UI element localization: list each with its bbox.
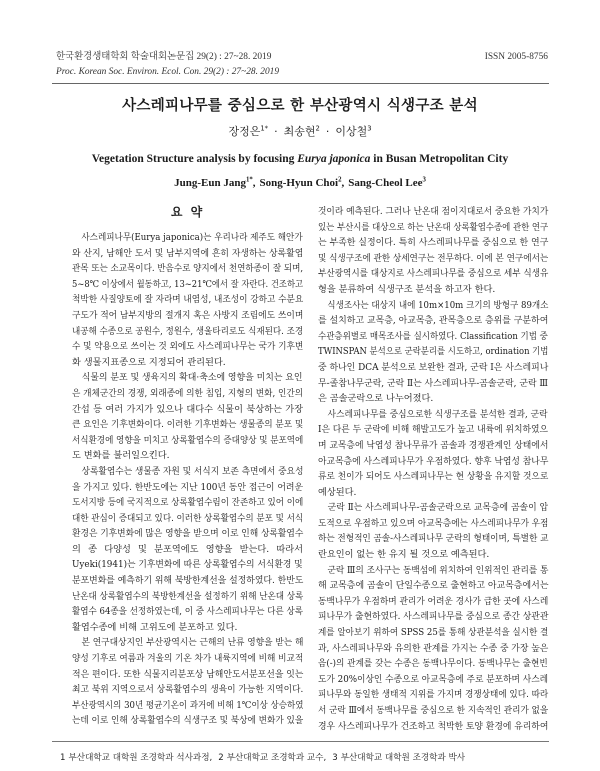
abstract-text-line: 무-졸참나무군락, 군락 Ⅱ는 사스레피나무-곰솔군락, 군락 Ⅲ — [318, 377, 549, 389]
footnote-number: 3 — [332, 753, 338, 763]
abstract-text-line: 것이라 예측된다. 그러나 난온대 점이지대로서 중요한 가치가 — [318, 206, 549, 217]
footnote-number: 2 — [218, 753, 224, 763]
footnote-affiliations — [60, 751, 471, 765]
abstract-text-line: 5~8℃ 이상에서 월동하고, 13~21℃에서 잘 자란다. 건조하고 — [72, 278, 304, 290]
abstract-text-line: 식생조사는 대상지 내에 10m×10m 크기의 방형구 89개소 — [327, 299, 549, 311]
abstract-text-line: 는데 이로 인해 상록활엽수의 식생구조 및 북상에 변화가 있을 — [72, 715, 304, 727]
abstract-text-line: 의 종 다양성 및 분포역에도 영향을 받는다. 따라서 — [72, 543, 303, 555]
abstract-text-line: 도서지방 등에 국지적으로 상록활엽수림이 잔존하고 있어 이에 — [72, 497, 304, 509]
abstract-text-line: 척박한 사질양토에 잘 자라며 내염성, 내조성이 강하고 수분요 — [72, 294, 304, 306]
abstract-text-line: 피나무가 출현하였다. 사스레피나무를 중심으로 종간 상관관 — [318, 611, 549, 623]
footnote-text: 부산대학교 대학원 조경학과 석사과정, — [68, 753, 213, 763]
author-name: 최송현 — [283, 125, 316, 138]
abstract-text-line: 있는 부산시를 대상으로 하는 난온대 상록활엽수종에 관한 연구 — [318, 221, 549, 233]
abstract-text-line: 구도가 적어 남부지방의 절개지 혹은 사방지 조림에도 쓰이며 — [72, 309, 304, 321]
affiliation-mark: 1* — [245, 176, 253, 184]
abstract-text-line: 음(-)의 관계를 갖는 수종은 동백나무이다. 동백나무는 출현빈 — [318, 658, 548, 670]
abstract-text-line: 식물의 분포 및 생육지의 확대·축소에 영향을 미치는 요인 — [81, 372, 303, 384]
abstract-text-line: 사스레피나무를 중심으로한 식생구조를 분석한 결과, 군락 — [327, 408, 548, 420]
abstract-text-line: 서 군락 Ⅲ에서 동백나무를 중심으로 한 지속적인 관리가 없을 — [318, 705, 549, 716]
abstract-text-line: 군락 Ⅲ의 조사구는 동백섬에 위치하여 인위적인 관리를 통 — [327, 564, 549, 576]
affiliation-mark: 3 — [422, 176, 426, 184]
abstract-text-line: 하는 전형적인 곰솔-사스레피나무 군락의 형태이며, 특별한 교 — [318, 533, 549, 545]
english-title-text: Vegetation Structure analysis by focusing — [91, 153, 298, 165]
abstract-text-line: 사스레피나무(Eurya japonica)는 우리나라 제주도 해안가 — [81, 232, 303, 243]
abstract-heading: 요 약 — [170, 205, 205, 219]
author-name: 장정은 — [228, 125, 261, 138]
korean-author-list — [0, 124, 600, 140]
abstract-text-line: 난온대 상록활엽수의 북방한계선을 설정하기 위해 난온대 상록 — [72, 590, 304, 602]
abstract-text-line: 동백나무가 우점하며 관리가 어려운 경사가 급한 곳에 사스레 — [318, 595, 549, 607]
abstract-text-line: 며 교목층에 낙엽성 참나무류가 곰솔과 경쟁관계인 상태에서 — [318, 439, 549, 451]
abstract-text-line: 중 하나인 DCA 분석으로 보완한 결과, 군락 Ⅰ은 사스레피나 — [318, 361, 549, 373]
korean-title: 사스레피나무를 중심으로 한 부산광역시 식생구조 분석 — [122, 98, 478, 114]
abstract-text-line: 활엽수 64종을 선정하였는데, 이 중 사스레피나무는 다른 상록 — [72, 606, 304, 618]
abstract-column-left — [72, 204, 303, 729]
abstract-text-line: 수 및 약용으로 쓰이는 것 외에도 사스레피나무는 국가 기후변 — [72, 341, 304, 353]
abstract-text-line: 활엽수종에 비해 고위도에 분포하고 있다. — [72, 621, 238, 633]
footnote-item — [218, 753, 326, 763]
header-divider — [52, 83, 549, 84]
abstract-text-line: 경우 사스레피나무가 건조하고 척박한 토양 환경에 유리하여 — [318, 720, 549, 732]
author-separator: , — [252, 177, 256, 189]
abstract-text-line: 부산광역시의 30년 평균기온이 과거에 비해 1℃이상 상승하였 — [72, 699, 304, 711]
abstract-text-line: 분포변화를 예측하기 위해 북방한계선을 설정하였다. 한반도 — [72, 575, 304, 587]
abstract-text-line: 큰 요인은 기후변화이다. 이러한 기후변화는 생물종의 분포 및 — [72, 419, 304, 431]
author-separator: · — [325, 125, 330, 138]
abstract-text-line: 양성 기후로 여름과 겨울의 기온 차가 내륙지역에 비해 비교적 — [72, 653, 304, 665]
issn-number: ISSN 2005-8756 — [484, 52, 548, 62]
footnote-divider — [52, 741, 549, 742]
affiliation-mark: 2 — [315, 124, 320, 133]
footnote-text: 부산대학교 조경학과 교수, — [226, 753, 327, 763]
abstract-column-body — [72, 230, 303, 729]
abstract-column-body — [318, 204, 548, 734]
abstract-text-line: 피나무와 동일한 생태적 지위를 가지며 경쟁상태에 있다. 따라 — [318, 689, 549, 701]
footnote-number: 1 — [60, 753, 66, 763]
abstract-text-line: 예상된다. — [318, 486, 357, 498]
abstract-text-line: Ⅰ은 다른 두 군락에 비해 해발고도가 높고 내륙에 위치하였으 — [318, 424, 548, 436]
english-title — [0, 150, 600, 168]
abstract-text-line: 화 생물지표종으로 지정되어 관리된다. — [72, 356, 226, 368]
abstract-text-line: 군락 Ⅱ는 사스레피나무-곰솔군락으로 교목층에 곰솔이 압 — [327, 502, 549, 514]
abstract-text-line: 최고 북위 지역으로서 상록활엽수의 생육이 가능한 지역이다. — [72, 684, 304, 696]
abstract-text-line: 을 가지고 있다. 한반도에는 지난 100년 동안 접근이 어려운 — [72, 481, 304, 493]
abstract-text-line: 와 산지, 남해안 도서 및 남부지역에 흔히 자생하는 상록활엽 — [72, 247, 304, 259]
english-title-text: in Busan Metropolitan City — [370, 153, 509, 165]
abstract-text-line: Uyeki(1941)는 기후변화에 따른 상록활엽수의 서식환경 및 — [72, 559, 303, 571]
abstract-text-line: 형을 분류하여 식생구조 분석을 하고자 한다. — [318, 283, 496, 295]
footnote-item — [60, 753, 212, 763]
abstract-text-line: 과, 사스레피나무와 유의한 관계를 가지는 수종 중 가장 높은 — [318, 642, 549, 654]
abstract-column-right — [318, 204, 548, 734]
author-name: Sang-Cheol Lee — [348, 177, 423, 189]
abstract-text-line: 관목 또는 소교목이다. 반음수로 양지에서 천연하종이 잘 되며, — [72, 263, 304, 275]
abstract-text-line: 아교목층에 사스레피나무가 우점하였다. 향후 낙엽성 참나무 — [318, 455, 549, 467]
abstract-text-line: 적은 편이다. 또한 식물지리분포상 남해안도서분포선을 잇는 — [72, 668, 304, 680]
abstract-text-line: 은 개체군간의 경쟁, 외래종에 의한 침입, 지형의 변화, 인간의 — [72, 387, 304, 399]
abstract-text-line: 상록활엽수는 생물종 자원 및 서식지 보존 측면에서 중요성 — [81, 465, 304, 477]
affiliation-mark: 1* — [260, 124, 269, 133]
abstract-text-line: 환경은 기후변화에 많은 영향을 받으며 이로 인해 상록활엽수 — [72, 528, 304, 540]
abstract-text-line: 서식환경에 영향을 미치고 상록활엽수의 증대양상 및 분포역에 — [72, 434, 304, 446]
abstract-text-line: TWINSPAN 분석으로 군락분리를 시도하고, ordination 기법 — [318, 346, 549, 358]
journal-citation-english: Proc. Korean Soc. Environ. Ecol. Con. 29(2) : 27~28. 2019 — [56, 67, 280, 77]
abstract-text-line: 해 교목층에 곰솔이 단일수종으로 출현하고 아교목층에서는 — [318, 580, 549, 592]
author-separator: · — [274, 125, 278, 138]
abstract-text-line: 부산광역시를 대상지로 사스레피나무를 중심으로 세부 식생유 — [318, 268, 549, 280]
author-name: Song-Hyun Choi — [259, 177, 339, 189]
journal-citation-korean: 한국환경생태학회 학술대회논문집 29(2) : 27~28. 2019 — [56, 52, 272, 62]
abstract-text-line: 도적으로 우점하고 있으며 아교목층에는 사스레피나무가 우점 — [318, 517, 549, 529]
abstract-text-line: 계를 알아보기 위하여 SPSS 25를 통해 상관분석을 실시한 결 — [318, 627, 549, 639]
abstract-text-line: 도가 20%이상인 수종으로 아교목층에 주로 분포하며 사스레 — [318, 673, 549, 685]
abstract-text-line: 는 부족한 실정이다. 특히 사스레피나무를 중심으로 한 연구 — [318, 237, 549, 249]
abstract-text-line: 류로 천이가 되어도 사스레피나무는 현 상황을 유지할 것으로 — [318, 471, 549, 483]
english-author-list — [0, 175, 600, 191]
abstract-text-line: 를 설치하고 교목층, 아교목층, 관목층으로 층위를 구분하여 — [318, 315, 549, 327]
abstract-text-line: 내공해 수종으로 공원수, 정원수, 생울타리로도 식재된다. 조경 — [72, 325, 304, 337]
abstract-text-line: 대한 관심이 증대되고 있다. 이러한 상록활엽수의 분포 및 서식 — [72, 512, 304, 524]
author-separator: , — [341, 177, 345, 189]
affiliation-mark: 3 — [367, 124, 372, 133]
abstract-text-line: 본 연구대상지인 부산광역시는 근해의 난류 영향을 받는 해 — [81, 637, 304, 649]
abstract-text-line: 및 식생구조에 관한 상세연구는 전무하다. 이에 본 연구에서는 — [318, 252, 549, 264]
author-name: Jung-Eun Jang — [174, 177, 246, 189]
abstract-text-line: 수관층위별로 매목조사를 실시하였다. Classification 기법 중 — [318, 330, 548, 342]
abstract-text-line: 란요인이 없는 한 유지 될 것으로 예측된다. — [318, 549, 490, 561]
author-name: 이상철 — [335, 125, 368, 138]
abstract-text-line: 간섭 등 여러 가지가 있으나 대다수 식물이 북상하는 가장 — [72, 403, 303, 415]
abstract-text-line: 도 변화를 불러일으킨다. — [72, 450, 170, 462]
footnote-item — [332, 753, 465, 763]
abstract-text-line: 은 곰솔군락으로 나누어졌다. — [318, 393, 434, 405]
species-name: Eurya japonica — [297, 153, 371, 165]
footnote-text: 부산대학교 대학원 조경학과 박사 — [340, 753, 466, 763]
affiliation-mark: 2 — [338, 176, 342, 184]
